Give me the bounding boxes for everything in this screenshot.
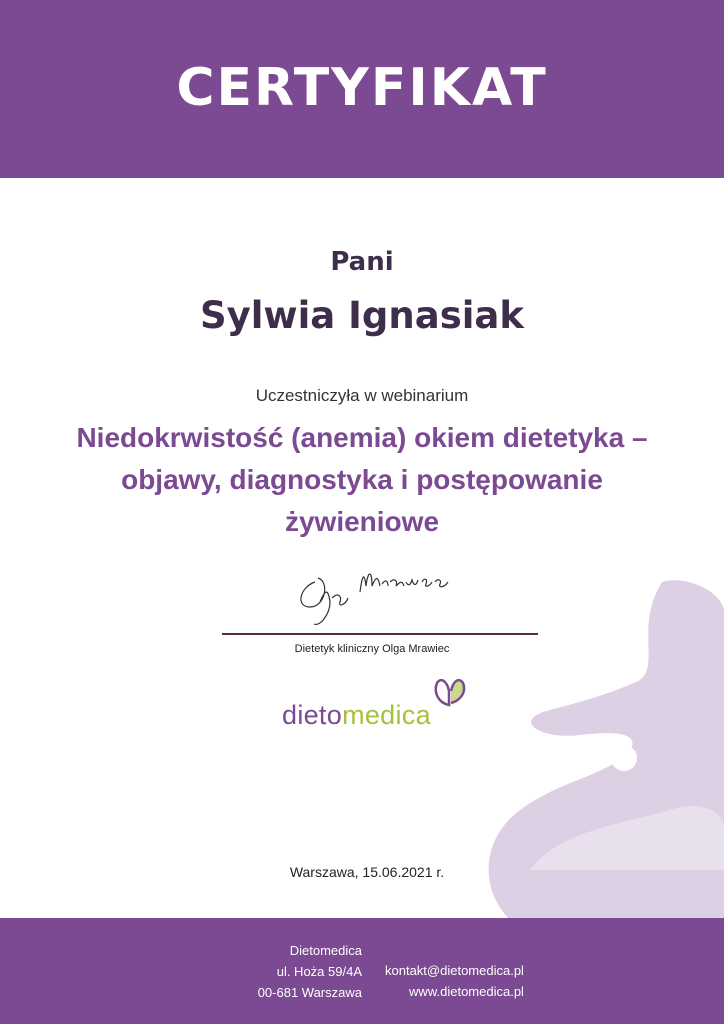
handwritten-signature [290, 552, 460, 632]
dietomedica-logo [282, 700, 431, 731]
logo-text-dieto: dieto [282, 700, 343, 730]
place-and-date: Warszawa, 15.06.2021 r. [289, 864, 445, 880]
signer-caption: Dietetyk kliniczny Olga Mrawiec [294, 643, 450, 655]
address-line-company: Dietomedica [289, 943, 362, 958]
contact-email[interactable]: kontakt@dietomedica.pl [385, 963, 524, 978]
salutation: Pani [330, 247, 394, 277]
footer-address [258, 940, 362, 1003]
footer-banner [0, 918, 724, 1024]
participation-text: Uczestniczyła w webinarium [255, 386, 469, 405]
butterfly-icon [431, 673, 469, 711]
contact-website[interactable]: www.dietomedica.pl [409, 984, 524, 999]
certificate-title: CERTYFIKAT [176, 58, 548, 118]
webinar-title-line-1: Niedokrwistość (anemia) okiem dietetyka – [76, 422, 648, 453]
webinar-title-line-2: objawy, diagnostyka i postępowanie [121, 464, 603, 495]
signature-line [222, 633, 538, 635]
webinar-title [30, 417, 694, 543]
logo-text-medica: medica [342, 700, 431, 730]
address-line-city: 00-681 Warszawa [257, 985, 362, 1000]
recipient-name: Sylwia Ignasiak [199, 294, 524, 337]
footer-contact [385, 960, 524, 1002]
address-line-street: ul. Hoża 59/4A [276, 964, 362, 979]
webinar-title-line-3: żywieniowe [284, 506, 440, 537]
header-banner [0, 0, 724, 178]
